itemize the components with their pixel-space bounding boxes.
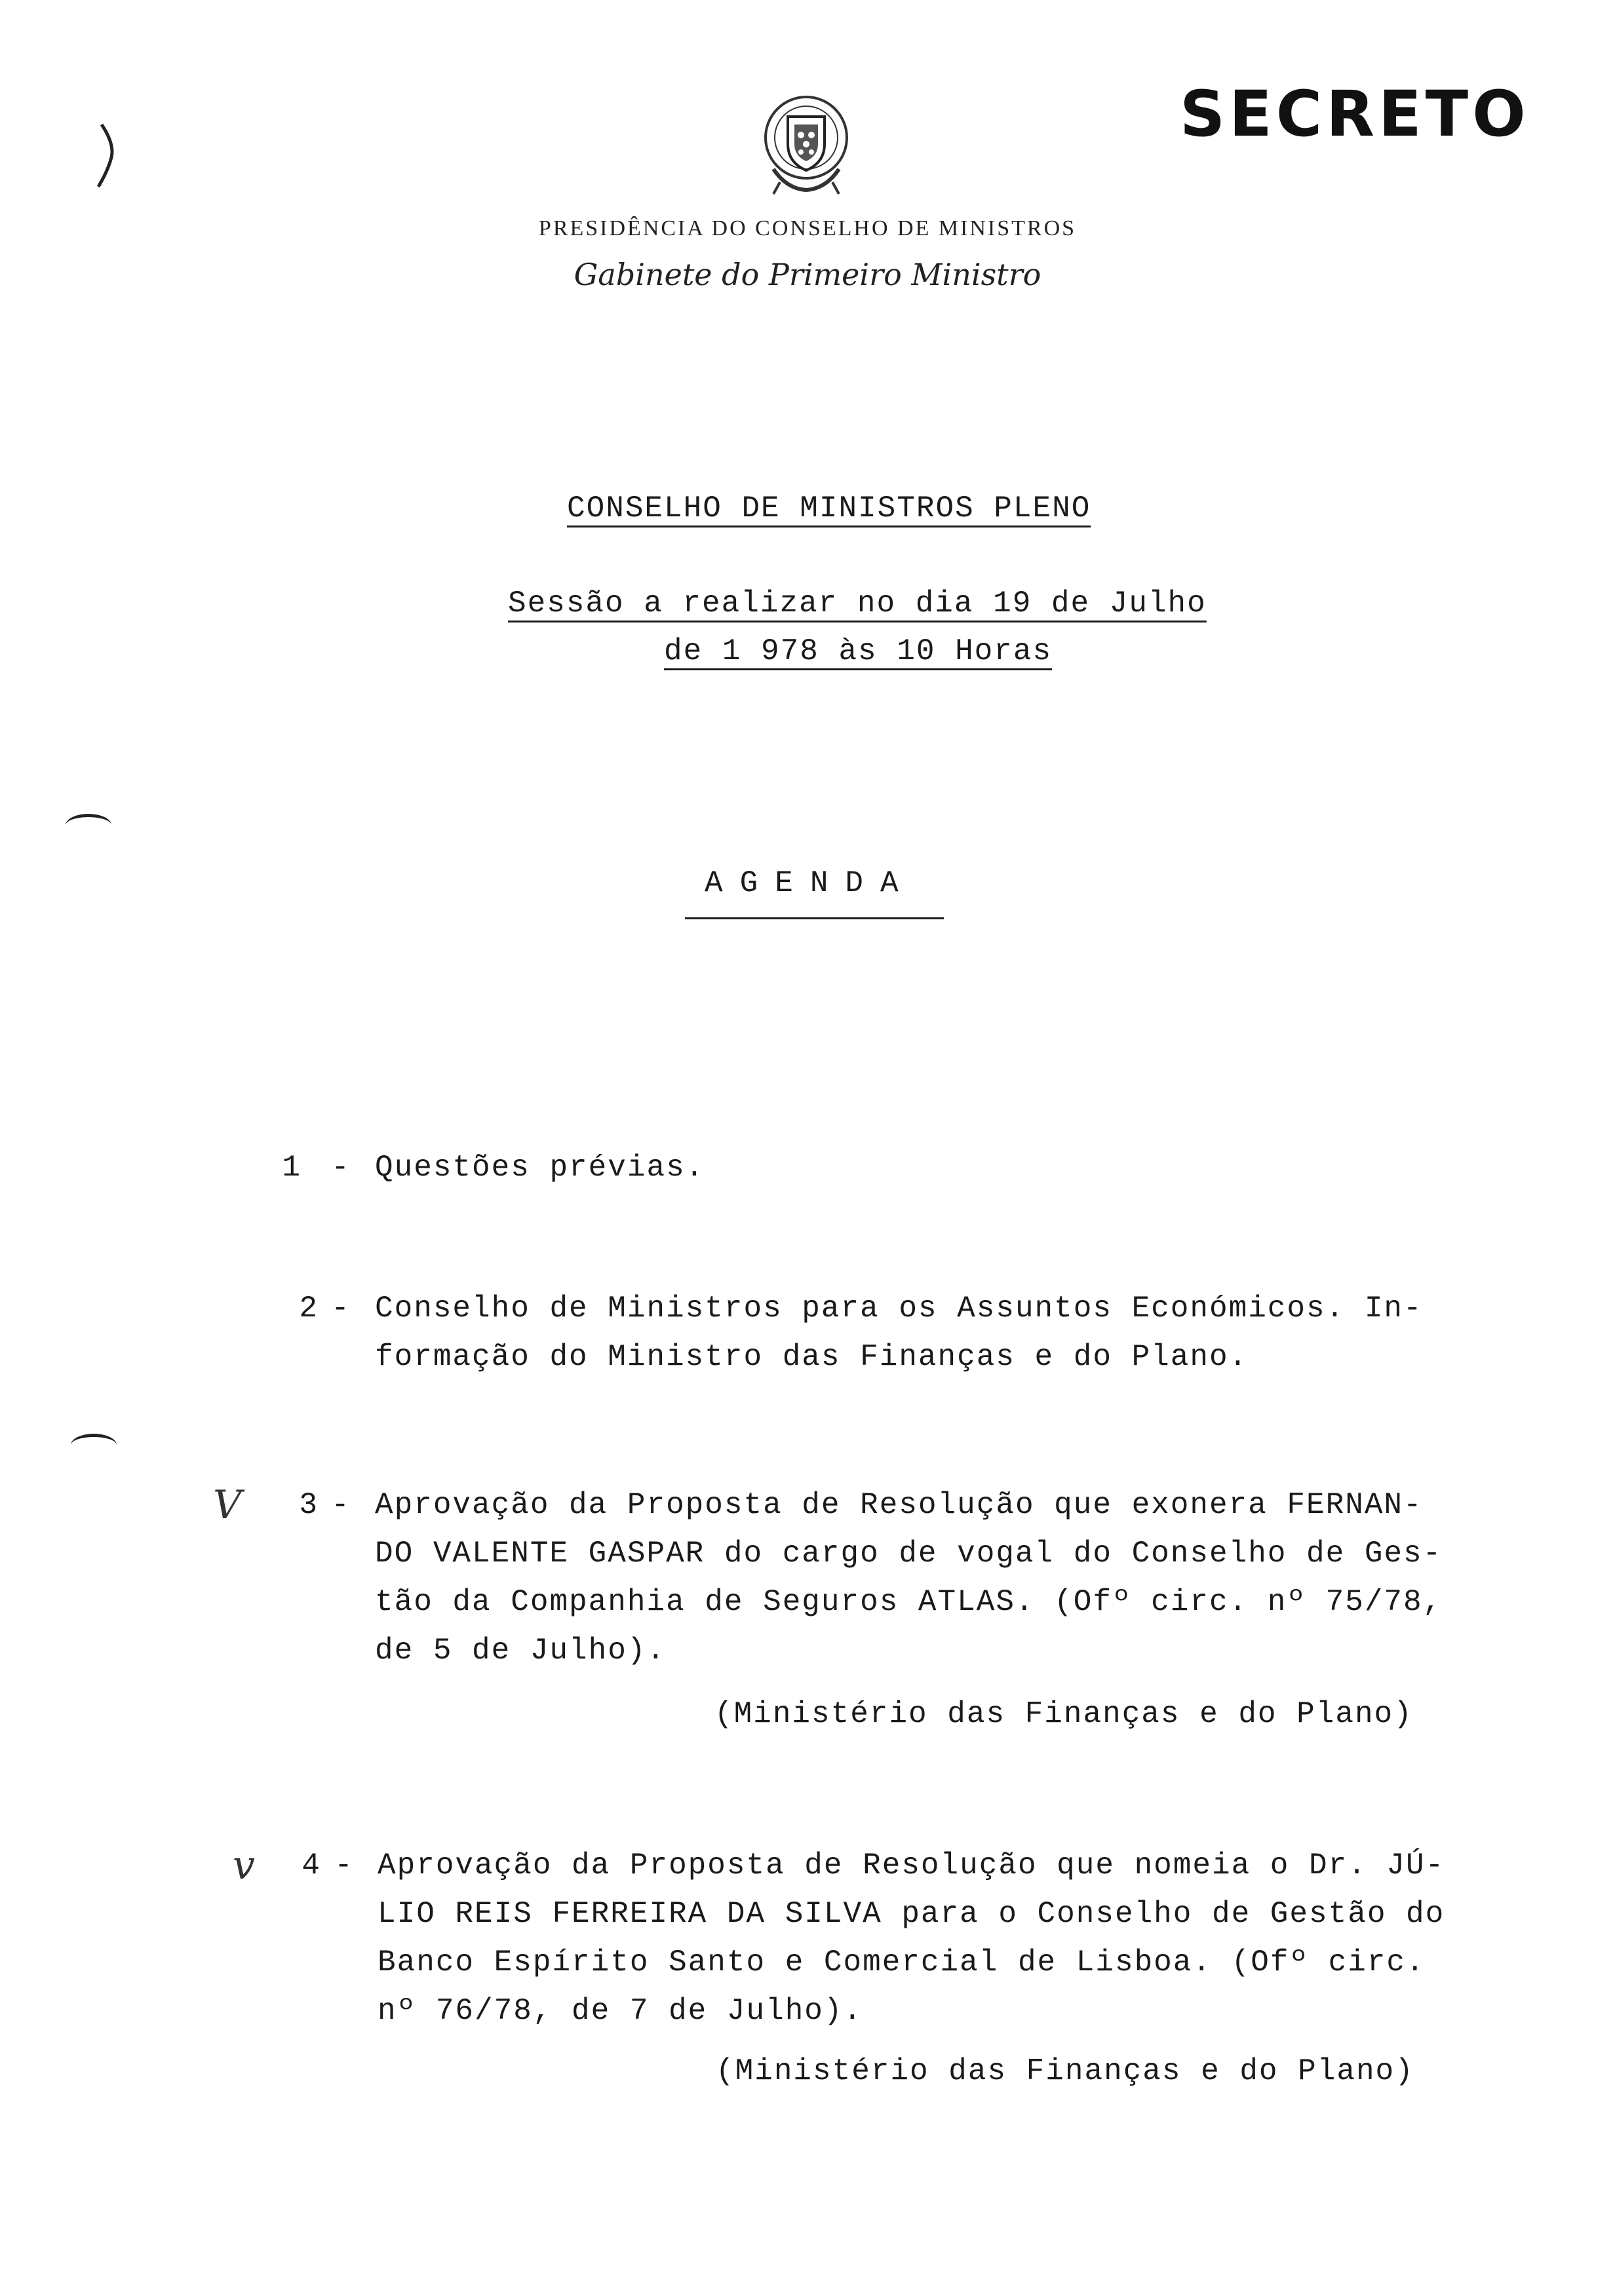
margin-pen-arc-lower — [71, 1434, 117, 1457]
coat-of-arms-seal — [747, 84, 865, 202]
item-4-ministry: (Ministério das Finanças e do Plano) — [716, 2054, 1414, 2088]
agenda-underline — [685, 917, 944, 919]
item-text-3-line-3: tão da Companhia de Seguros ATLAS. (Ofº circ. nº 75/78, — [375, 1585, 1443, 1619]
session-date-line: Sessão a realizar no dia 19 de Julho — [508, 586, 1207, 621]
item-dash-2: - — [331, 1292, 351, 1326]
item-text-1: Questões prévias. — [375, 1151, 705, 1185]
cabinet-name: Gabinete do Primeiro Ministro — [574, 257, 1041, 292]
handwritten-check-mark-4: v — [233, 1843, 255, 1888]
agenda-heading: AGENDA — [705, 866, 916, 900]
item-3-ministry: (Ministério das Finanças e do Plano) — [714, 1697, 1413, 1731]
session-time-line: de 1 978 às 10 Horas — [664, 634, 1053, 668]
item-text-4-line-4: nº 76/78, de 7 de Julho). — [378, 1994, 863, 2028]
item-number-2: 2 — [299, 1292, 319, 1326]
item-text-4-line-3: Banco Espírito Santo e Comercial de Lisboa. (Ofº circ. — [378, 1945, 1426, 1980]
classification-stamp: SECRETO — [1180, 77, 1530, 151]
item-text-3-line-4: de 5 de Julho). — [375, 1634, 667, 1668]
item-dash-1: - — [331, 1151, 351, 1185]
margin-pen-scribble — [92, 118, 138, 197]
item-text-4-line-2: LIO REIS FERREIRA DA SILVA para o Conselho de Gestão do — [378, 1897, 1445, 1931]
item-number-1: 1 — [282, 1151, 302, 1185]
margin-pen-arc-upper — [66, 814, 111, 837]
item-number-4: 4 — [302, 1848, 321, 1883]
item-text-3-line-1: Aprovação da Proposta de Resolução que exonera FERNAN- — [375, 1488, 1423, 1522]
item-number-3: 3 — [299, 1488, 319, 1522]
item-text-4-line-1: Aprovação da Proposta de Resolução que nomeia o Dr. JÚ- — [378, 1848, 1445, 1883]
item-text-3-line-2: DO VALENTE GASPAR do cargo de vogal do Conselho de Ges- — [375, 1537, 1443, 1571]
item-text-2-line-1: Conselho de Ministros para os Assuntos Económicos. In- — [375, 1292, 1423, 1326]
item-dash-3: - — [331, 1488, 351, 1522]
organization-name: PRESIDÊNCIA DO CONSELHO DE MINISTROS — [538, 216, 1077, 240]
item-dash-4: - — [334, 1848, 354, 1883]
handwritten-check-mark-3: V — [213, 1482, 242, 1528]
council-title: CONSELHO DE MINISTROS PLENO — [567, 491, 1091, 526]
item-text-2-line-2: formação do Ministro das Finanças e do Plano. — [375, 1340, 1249, 1374]
